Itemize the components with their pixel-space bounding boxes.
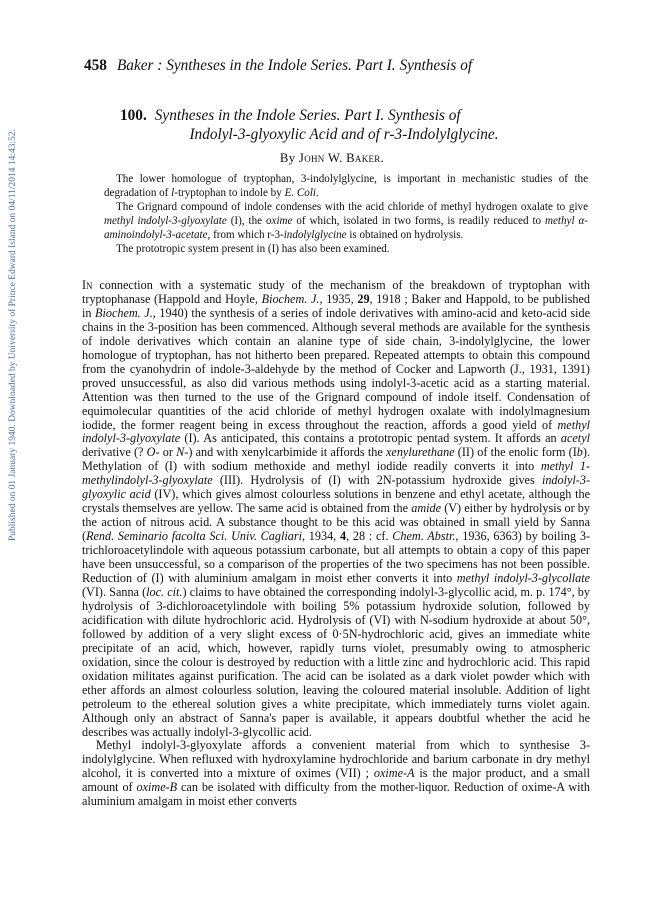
- abstract-paragraph-1: [104, 173, 588, 201]
- page-number: 458: [84, 57, 107, 74]
- italic-run: amide: [411, 501, 442, 516]
- text-run: The lower homologue of tryptophan, 3-indolylglycine, is important in mechanistic studies of the degradation of: [104, 173, 588, 199]
- text-run: Methyl indolyl-3-glyoxylate affords a convenient material from which to synthesise 3-indolylglycine. When refluxed with hydroxylamine hydrochloride and barium carbonate in dry methyl alcohol, it is converted into a mixture of oximes (VII) ;: [82, 738, 590, 781]
- italic-run: methyl α-aminoindolyl-3-acetate: [104, 214, 588, 241]
- opening-word: In: [82, 278, 93, 292]
- italic-run: b: [576, 445, 583, 460]
- italic-run: methyl indolyl-3-glyoxylate: [104, 214, 227, 227]
- italic-run: O-: [146, 445, 160, 460]
- text-run: (III). Hydrolysis of (I) with 2N-potassium hydroxide gives: [212, 473, 542, 488]
- italic-run: indolyl-3-glyoxylic acid: [82, 473, 590, 502]
- text-run: , 1934,: [302, 529, 340, 544]
- text-run: (II) of the enolic form (I: [454, 445, 577, 460]
- running-header: [84, 57, 604, 75]
- text-run: -tryptophan to indole by: [174, 186, 285, 199]
- download-watermark-text: Published on 01 January 1940. Downloaded by University of Prince Edward Island on 04/11/2014 14:43:52.: [8, 129, 18, 541]
- byline-prefix: By: [279, 151, 296, 165]
- italic-run: acetyl: [560, 431, 590, 446]
- text-run: , 28 : cf.: [346, 529, 393, 544]
- article-number: 100.: [120, 107, 147, 124]
- title-line-1: Syntheses in the Indole Series. Part I. Synthesis of: [154, 107, 461, 124]
- download-watermark: [6, 90, 20, 580]
- bold-run: 4: [340, 529, 347, 544]
- text-run: connection with a systematic study of the mechanism of the breakdown of tryptophan with tryptophanase (Happold and Hoyle,: [82, 278, 590, 306]
- italic-run: l: [171, 186, 175, 199]
- article-title: [120, 106, 580, 144]
- italic-run: N-: [176, 445, 189, 460]
- text-run: (VI). Sanna (: [82, 584, 147, 599]
- title-line-2: Indolyl-3-glyoxylic Acid and of r-3-Indolylglycine.: [189, 126, 499, 143]
- text-run: is obtained on hydrolysis.: [346, 228, 464, 241]
- text-run: (IV), which gives almost colourless solutions in benzene and ethyl acetate, although the crystals themselves are yellow. The same acid is obtained from the: [82, 487, 590, 516]
- italic-run: methyl indolyl-3-glyoxylate: [82, 417, 590, 446]
- text-run: can be isolated with difficulty from the mother-liquor. Reduction of oxime-A with aluminium amalgam in moist ether converts: [82, 780, 590, 809]
- text-run: The prototropic system present in (I) has also been examined.: [116, 242, 390, 255]
- italic-run: xenylurethane: [386, 445, 455, 460]
- text-run: , 1936, 6363) by boiling 3-trichloroacetylindole with aqueous potassium carbonate, but all attempts to obtain a copy of this paper have been unsuccessful, so a comparison of the properties of the two specimens has not been possible. Reduction of (I) with aluminium amalgam in moist ether converts it into: [82, 529, 591, 586]
- body-paragraph-2: [82, 739, 590, 809]
- abstract-paragraph-3: [104, 243, 588, 257]
- text-run: ) and with xenylcarbimide it affords the: [188, 445, 386, 460]
- abstract-paragraph-2: [104, 201, 588, 243]
- italic-run: methyl indolyl-3-glycollate: [456, 571, 590, 586]
- text-run: or: [159, 445, 177, 460]
- text-run: , from which r-3-: [207, 228, 284, 241]
- text-run: (V) either by hydrolysis or by the action of nitrous acid. A substance thought to be this acid was obtained in small yield by Sanna (: [82, 501, 590, 544]
- text-run: , 1918 ; Baker and Happold, to be published in: [82, 291, 591, 320]
- italic-run: Biochem. J.: [95, 305, 153, 320]
- italic-run: methyl 1-methylindolyl-3-glyoxylate: [82, 459, 591, 488]
- text-run: ). Methylation of (I) with sodium methoxide and methyl iodide readily converts it into: [82, 445, 590, 474]
- italic-run: E. Coli: [284, 186, 316, 199]
- body-paragraph-1: [82, 279, 590, 739]
- text-run: (I). As anticipated, this contains a prototropic pentad system. It affords an: [180, 431, 561, 446]
- article-body: [82, 279, 590, 809]
- text-run: (I), the: [226, 214, 266, 227]
- bold-run: 29: [357, 291, 370, 306]
- text-run: The Grignard compound of indole condenses with the acid chloride of methyl hydrogen oxalate to give: [116, 200, 588, 213]
- italic-run: Chem. Abstr.: [392, 529, 456, 544]
- italic-run: loc. cit.: [146, 584, 183, 599]
- italic-run: indolylglycine: [283, 228, 347, 241]
- byline: [84, 151, 580, 166]
- text-run: , 1935,: [319, 291, 358, 306]
- author-name: John W. Baker.: [298, 151, 385, 165]
- text-run: derivative (?: [82, 445, 147, 460]
- text-run: ) claims to have obtained the corresponding indolyl-3-glycollic acid, m. p. 174°, by hydrolysis of 3-dichloroacetylindole with boiling 5% potassium hydroxide solution, followed by acidification with dilute hydrochloric acid. Hydrolysis of (VI) with N-sodium hydroxide at about 50°, followed by addition of a very slight excess of 0·5N-hydrochloric acid, gives an immediate white precipitate of an acid, which, however, rapidly turns violet, presumably owing to atmospheric oxidation, since the colour is destroyed by reduction with a little zinc and hydrochloric acid. This rapid oxidation militates against purification. The acid can be isolated as a dark violet powder which with ether affords an almost colourless solution, leaving the coloured material insoluble. Addition of light petroleum to the ethereal solution gives a white precipitate, which immediately turns violet again. Although only an abstract of Sanna's paper is available, it appears doubtful whether the acid he describes was actually indolyl-3-glycollic acid.: [82, 584, 590, 739]
- text-run: .: [316, 186, 319, 199]
- text-run: is the major product, and a small amount of: [82, 766, 590, 795]
- running-title: Baker : Syntheses in the Indole Series. Part I. Synthesis of: [116, 57, 473, 74]
- text-run: of which, isolated in two forms, is readily reduced to: [292, 214, 545, 227]
- italic-run: oxime-A: [373, 766, 415, 781]
- italic-run: oxime: [265, 214, 293, 227]
- italic-run: oxime-B: [136, 780, 178, 795]
- text-run: , 1940) the synthesis of a series of indole derivatives with amino-acid and keto-acid side chains in the 3-position has been commenced. Although several methods are available for the synthesis of indole derivatives which contain an alanine type of side chain, 3-indolylglycine, the lower homologue of tryptophan, has not hitherto been prepared. Repeated attempts to obtain this compound from the cyanohydrin of indole-3-aldehyde by the method of Cocker and Lapworth (J., 1931, 1391) proved unsuccessful, as also did various methods using indolyl-3-acetic acid as a starting material. Attention was then turned to the use of the Grignard compound of indole itself. Condensation of equimolecular quantities of the acid chloride of methyl hydrogen oxalate with indolylmagnesium iodide, the former reagent being in excess throughout the reaction, affords a good yield of: [82, 305, 591, 432]
- italic-run: Biochem. J.: [261, 291, 320, 306]
- abstract: [104, 173, 588, 256]
- italic-run: Rend. Seminario facolta Sci. Univ. Cagliari: [86, 529, 302, 544]
